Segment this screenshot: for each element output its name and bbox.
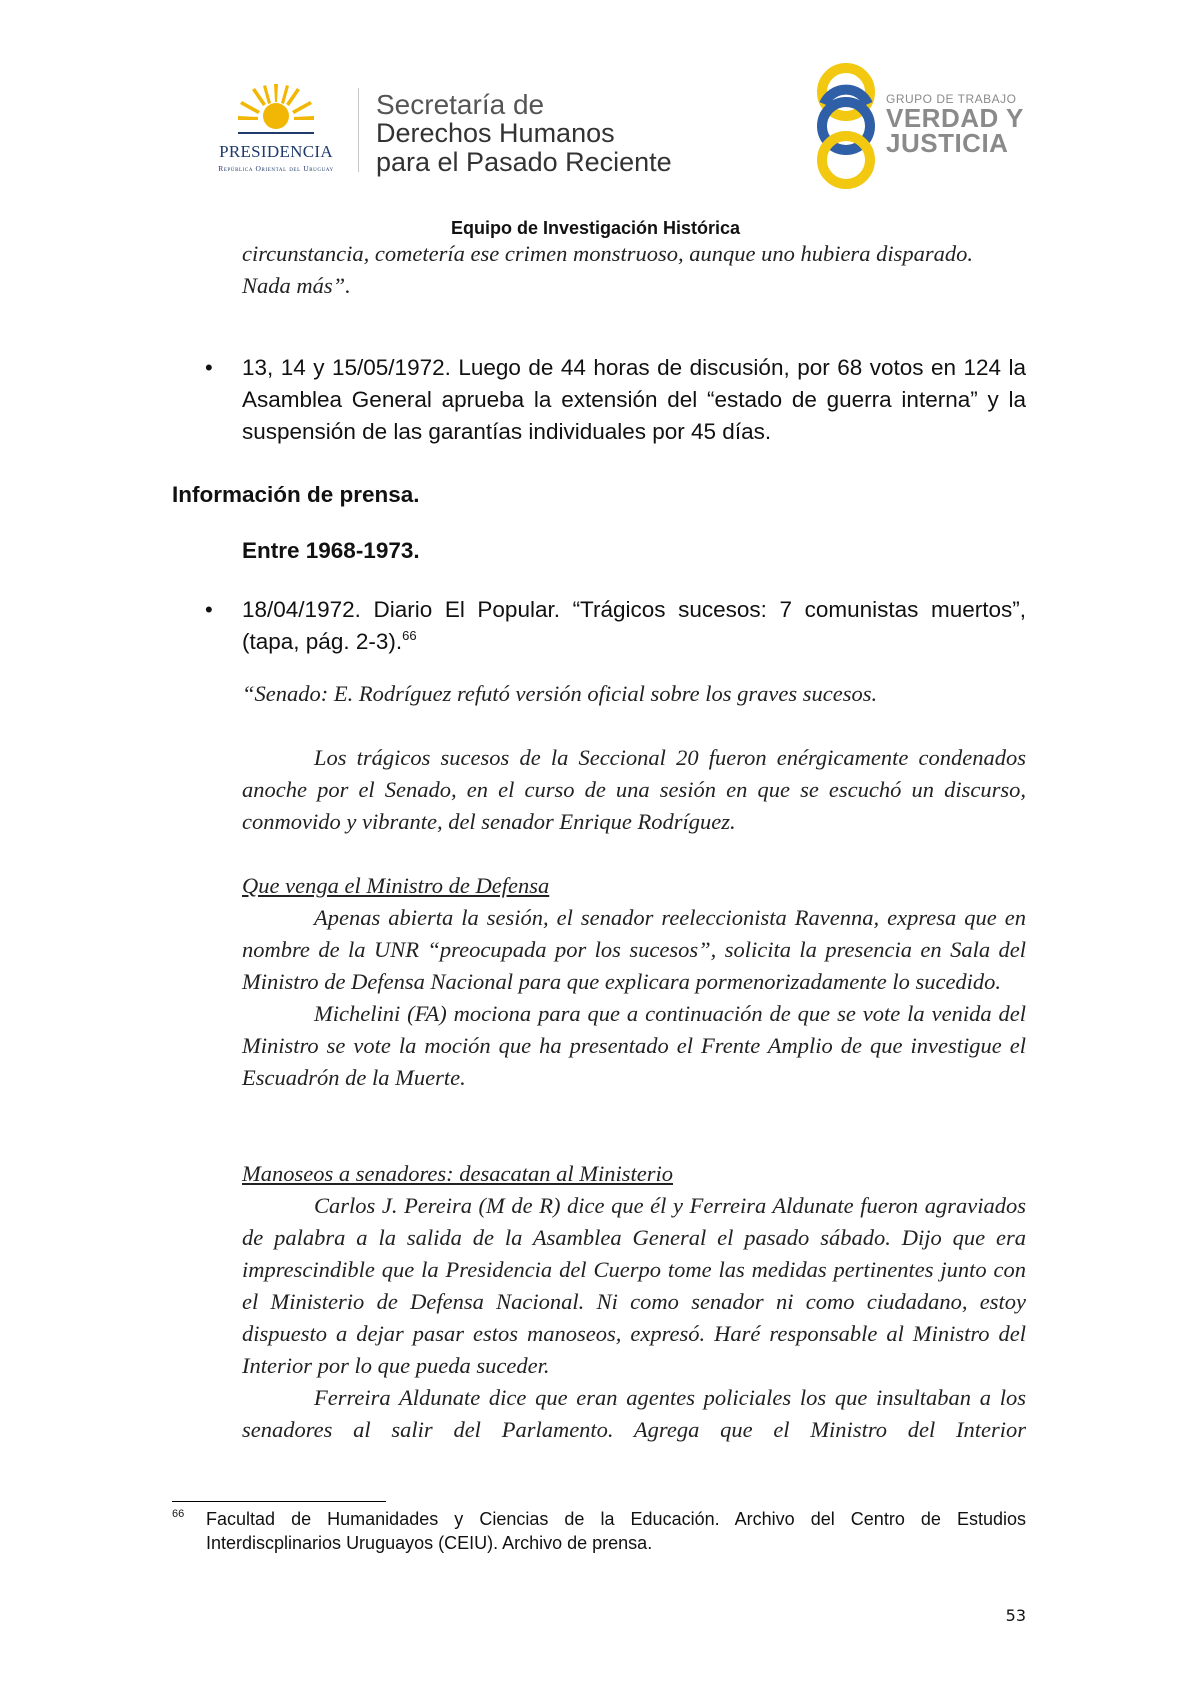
- bullet-icon: •: [205, 597, 213, 622]
- bullet-icon: •: [205, 355, 213, 380]
- bullet-text-2-content: 18/04/1972. Diario El Popular. “Trágicos sucesos: 7 comunistas muertos”, (tapa, pág. 2-3).: [242, 597, 1026, 654]
- footnote-text: Facultad de Humanidades y Ciencias de la Educación. Archivo del Centro de Estudios Interdiscplinarios Uruguayos (CEIU). Archivo de prensa.: [206, 1509, 1026, 1553]
- list-item: [205, 352, 1026, 448]
- article-subhead-2: Manoseos a senadores: desacatan al Ministerio: [242, 1161, 673, 1186]
- quote-continuation: [242, 238, 1026, 302]
- bullet-text-2: [242, 594, 1026, 658]
- article-paragraph-2: Apenas abierta la sesión, el senador reeleccionista Ravenna, expresa que en nombre de la UNR “preocupada por los sucesos”, solicita la presencia en Sala del Ministro de Defensa Nacional para que explicara pormenorizadamente lo sucedido.: [242, 905, 1026, 994]
- secretaria-line-2: Derechos Humanos: [376, 118, 615, 148]
- article-paragraph-3: Michelini (FA) mociona para que a continuación de que se vote la venida del Ministro se vote la moción que ha presentado el Frente Amplio de que investigue el Escuadrón de la Muerte.: [242, 1001, 1026, 1090]
- team-title: Equipo de Investigación Histórica: [450, 218, 741, 238]
- secretaria-logo-text: [376, 90, 672, 177]
- presidencia-subtitle: República Oriental del Uruguay: [218, 164, 334, 173]
- list-item: [205, 594, 1026, 658]
- article-paragraph-1: Los trágicos sucesos de la Seccional 20 fueron enérgicamente condenados anoche por el Senado, en el curso de una sesión en que se escuchó un discurso, conmovido y vibrante, del senador Enrique Rodríguez.: [242, 745, 1026, 834]
- interlocked-rings-icon: [810, 62, 882, 190]
- article-section-2: [242, 1158, 1026, 1446]
- presidencia-logo: [196, 82, 356, 174]
- article-subhead-1: Que venga el Ministro de Defensa: [242, 873, 550, 898]
- quote-line-1: circunstancia, cometería ese crimen monstruoso, aunque uno hubiera disparado.: [242, 241, 973, 266]
- page-header: [0, 0, 1191, 238]
- gtvj-line-3: JUSTICIA: [886, 128, 1009, 158]
- gtvj-line-1: GRUPO DE TRABAJO: [886, 92, 1017, 106]
- sub-heading: Entre 1968-1973.: [242, 538, 420, 563]
- secretaria-line-3: para el Pasado Reciente: [376, 147, 672, 177]
- secretaria-line-1: Secretaría de: [376, 89, 545, 120]
- page-number: 53: [1005, 1606, 1026, 1625]
- bullet-text-1: 13, 14 y 15/05/1972. Luego de 44 horas de discusión, por 68 votos en 124 la Asamblea General aprueba la extensión del “estado de guerra interna” y la suspensión de las garantías individuales por 45 días.: [242, 355, 1026, 444]
- article-lead: “Senado: E. Rodríguez refutó versión oficial sobre los graves sucesos.: [242, 681, 878, 706]
- footnote-mark: 66: [172, 1508, 185, 1520]
- verdad-justicia-logo: [810, 62, 1030, 190]
- article-paragraph-4: Carlos J. Pereira (M de R) dice que él y Ferreira Aldunate fueron agraviados de palabra a la salida de la Asamblea General el pasado sábado. Dijo que era imprescindible que la Presidencia del Cuerpo tome las medidas pertinentes junto con el Ministerio de Defensa Nacional. Ni como senador ni como ciudadano, estoy dispuesto a dejar pasar estos manoseos, expresó. Haré responsable al Ministro del Interior por lo que pueda suceder.: [242, 1193, 1026, 1378]
- footnote-reference: 66: [402, 628, 417, 643]
- article-paragraph-5: Ferreira Aldunate dice que eran agentes policiales los que insultaban a los senadores al salir del Parlamento. Agrega que el Ministro del Interior: [242, 1385, 1026, 1442]
- quote-line-2: Nada más”.: [242, 273, 351, 298]
- section-heading: Información de prensa.: [172, 482, 420, 507]
- gtvj-line-2: VERDAD Y: [886, 103, 1024, 133]
- footnote-divider: [172, 1501, 386, 1502]
- article-section-1: [242, 870, 1026, 1094]
- verdad-justicia-text: [886, 92, 1024, 156]
- sun-emblem-icon: [238, 82, 314, 138]
- header-divider: [358, 88, 359, 172]
- presidencia-wordmark: PRESIDENCIA: [219, 142, 333, 161]
